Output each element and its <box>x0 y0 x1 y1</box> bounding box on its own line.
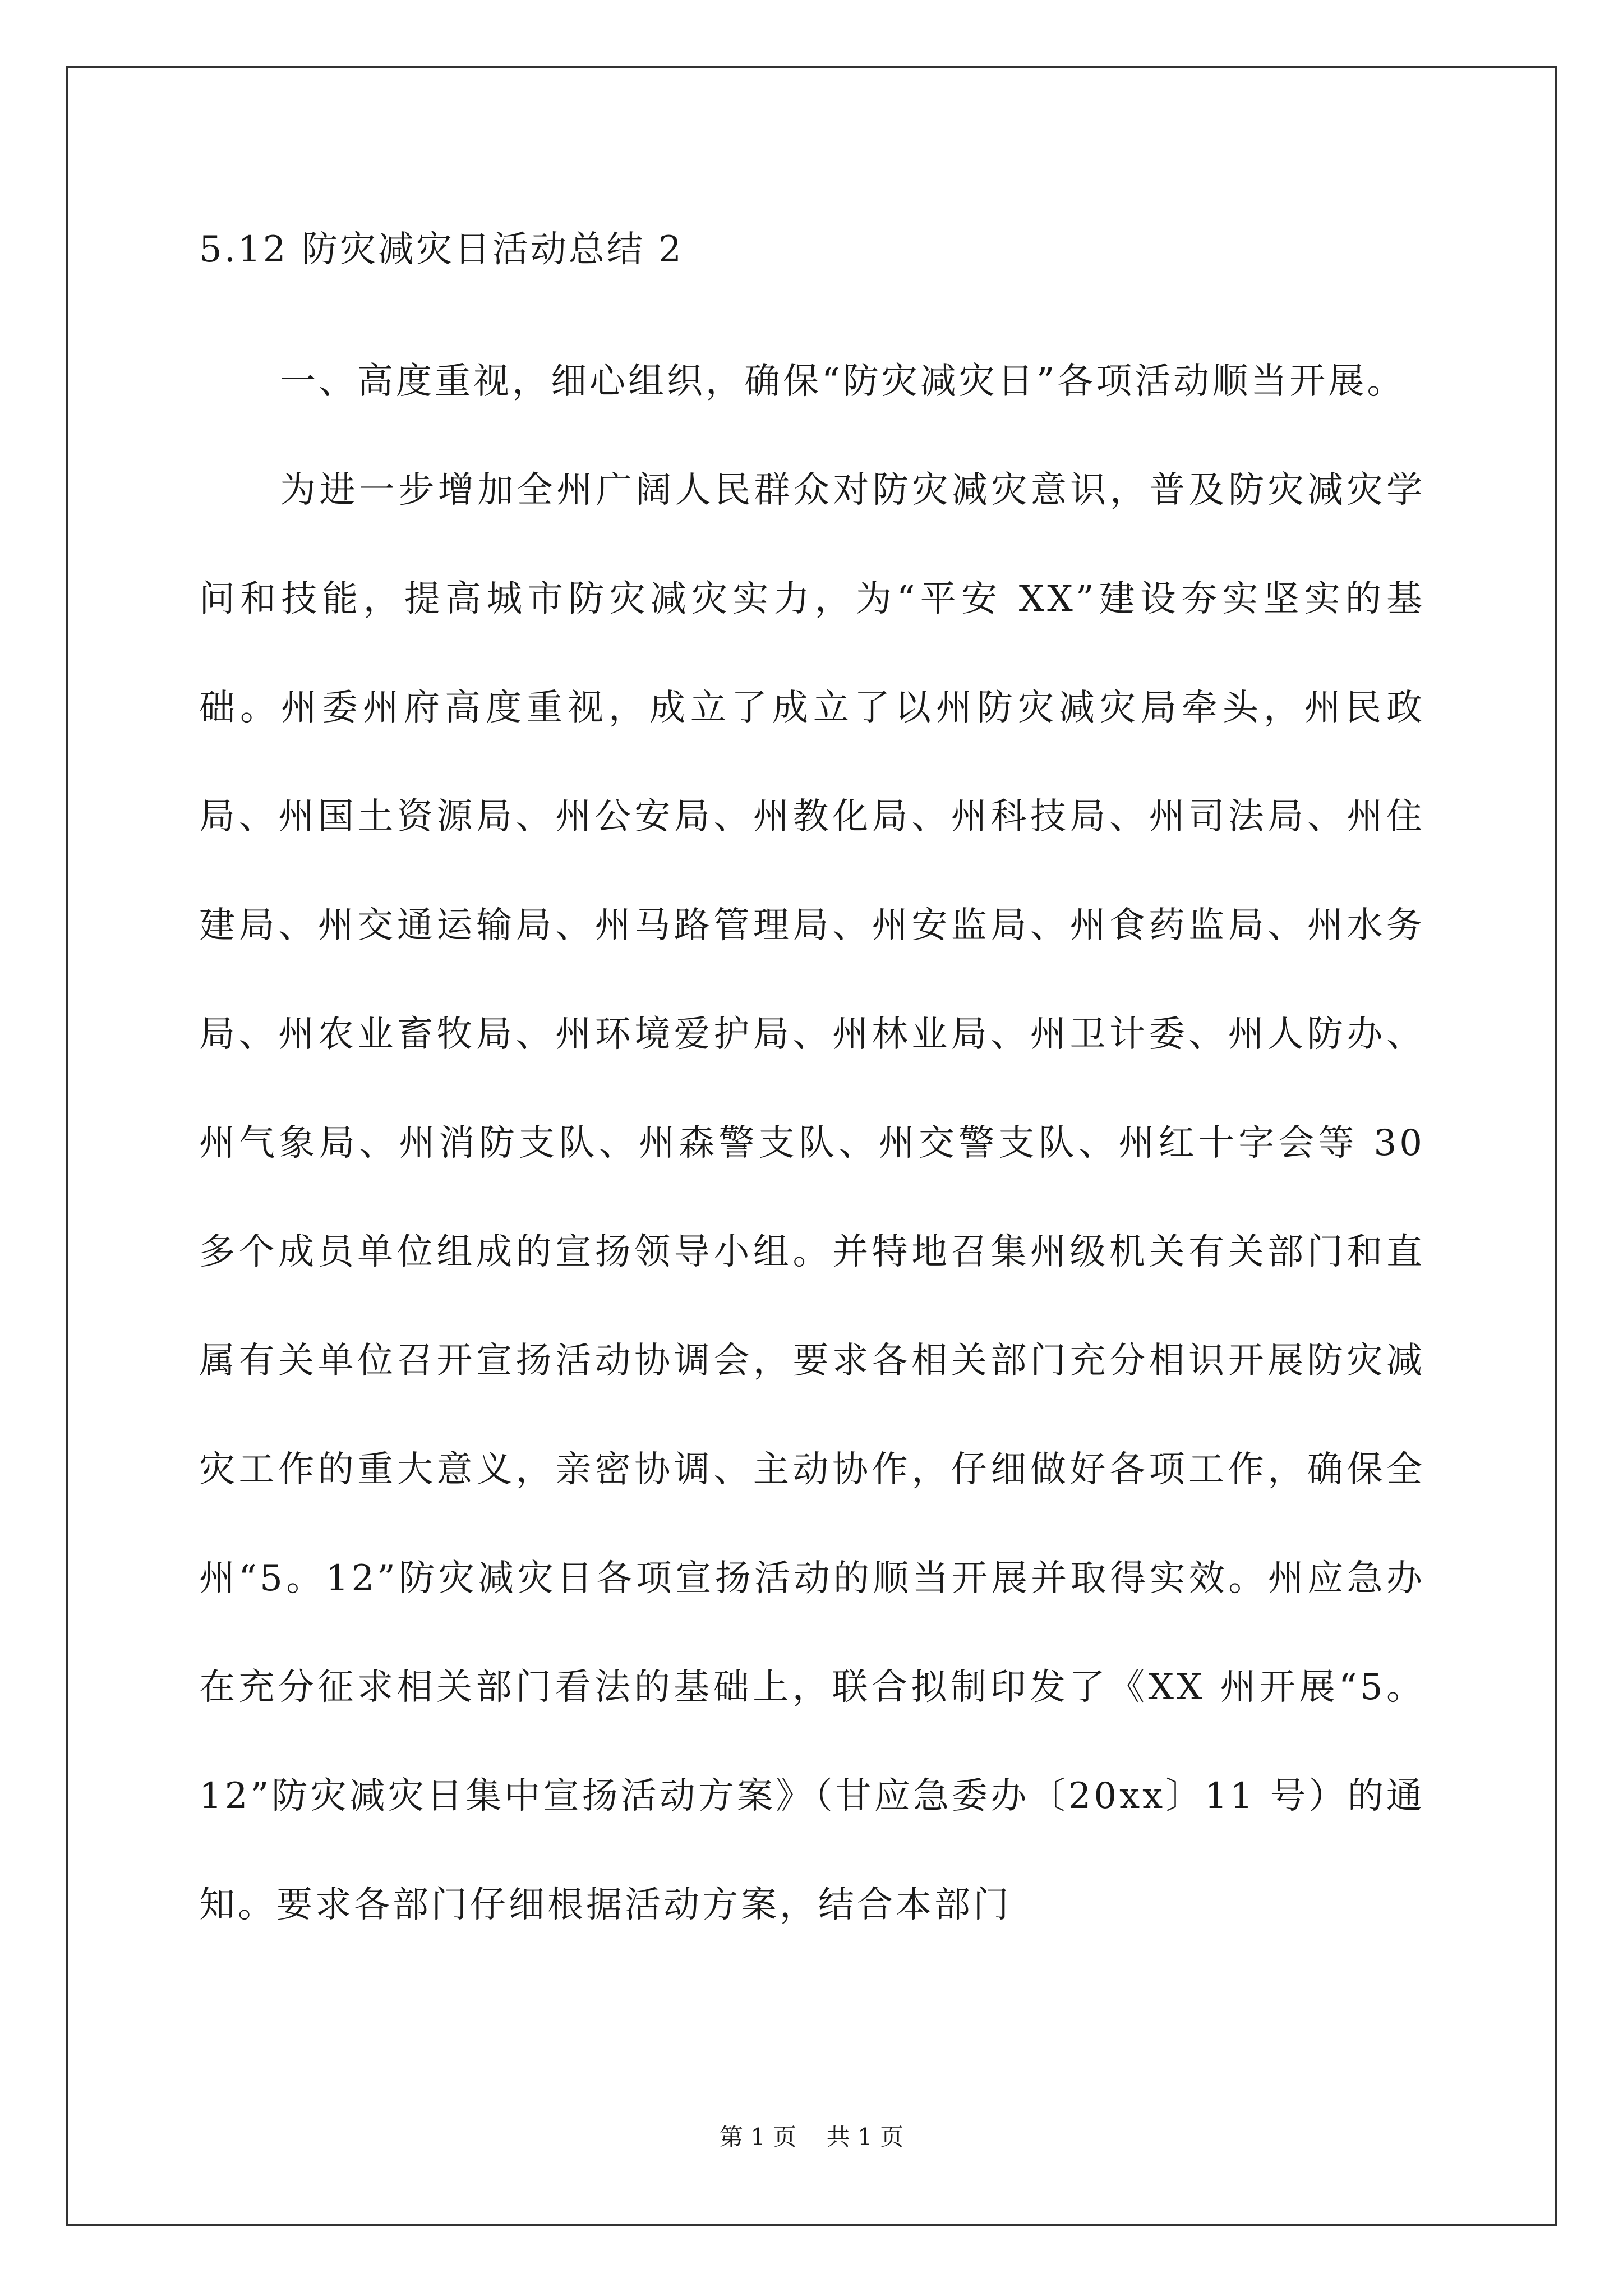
document-title: 5.12 防灾减灾日活动总结 2 <box>199 229 684 270</box>
page-number-footer: 第 1 页 共 1 页 <box>719 2123 904 2151</box>
body-paragraph: 为进一步增加全州广阔人民群众对防灾减灾意识，普及防灾减灾学问和技能，提高城市防灾减灾实力，为“平安 XX”建设夯实坚实的基础。州委州府高度重视，成立了成立了以州防灾减灾局牵头，州民政局、州国土资源局、州公安局、州教化局、州科技局、州司法局、州住建局、州交通运输局、州马路管理局、州安监局、州食药监局、州水务局、州农业畜牧局、州环境爱护局、州林业局、州卫计委、州人防办、州气象局、州消防支队、州森警支队、州交警支队、州红十字会等 30 多个成员单位组成的宣扬领导小组。并特地召集州级机关有关部门和直属有关单位召开宣扬活动协调会，要求各相关部门充分相识开展防灾减灾工作的重大意义，亲密协调、主动协作，仔细做好各项工作，确保全州“5。12”防灾减灾日各项宣扬活动的顺当开展并取得实效。州应急办在充分征求相关部门看法的基础上，联合拟制印发了《XX 州开展“5。12”防灾减灾日集中宣扬活动方案》（甘应急委办〔20xx〕11 号）的通知。要求各部门仔细根据活动方案，结合本部门 <box>199 470 1425 1926</box>
section-heading-paragraph: 一、高度重视，细心组织，确保“防灾减灾日”各项活动顺当开展。 <box>280 361 1406 402</box>
document-body <box>199 222 1425 1959</box>
